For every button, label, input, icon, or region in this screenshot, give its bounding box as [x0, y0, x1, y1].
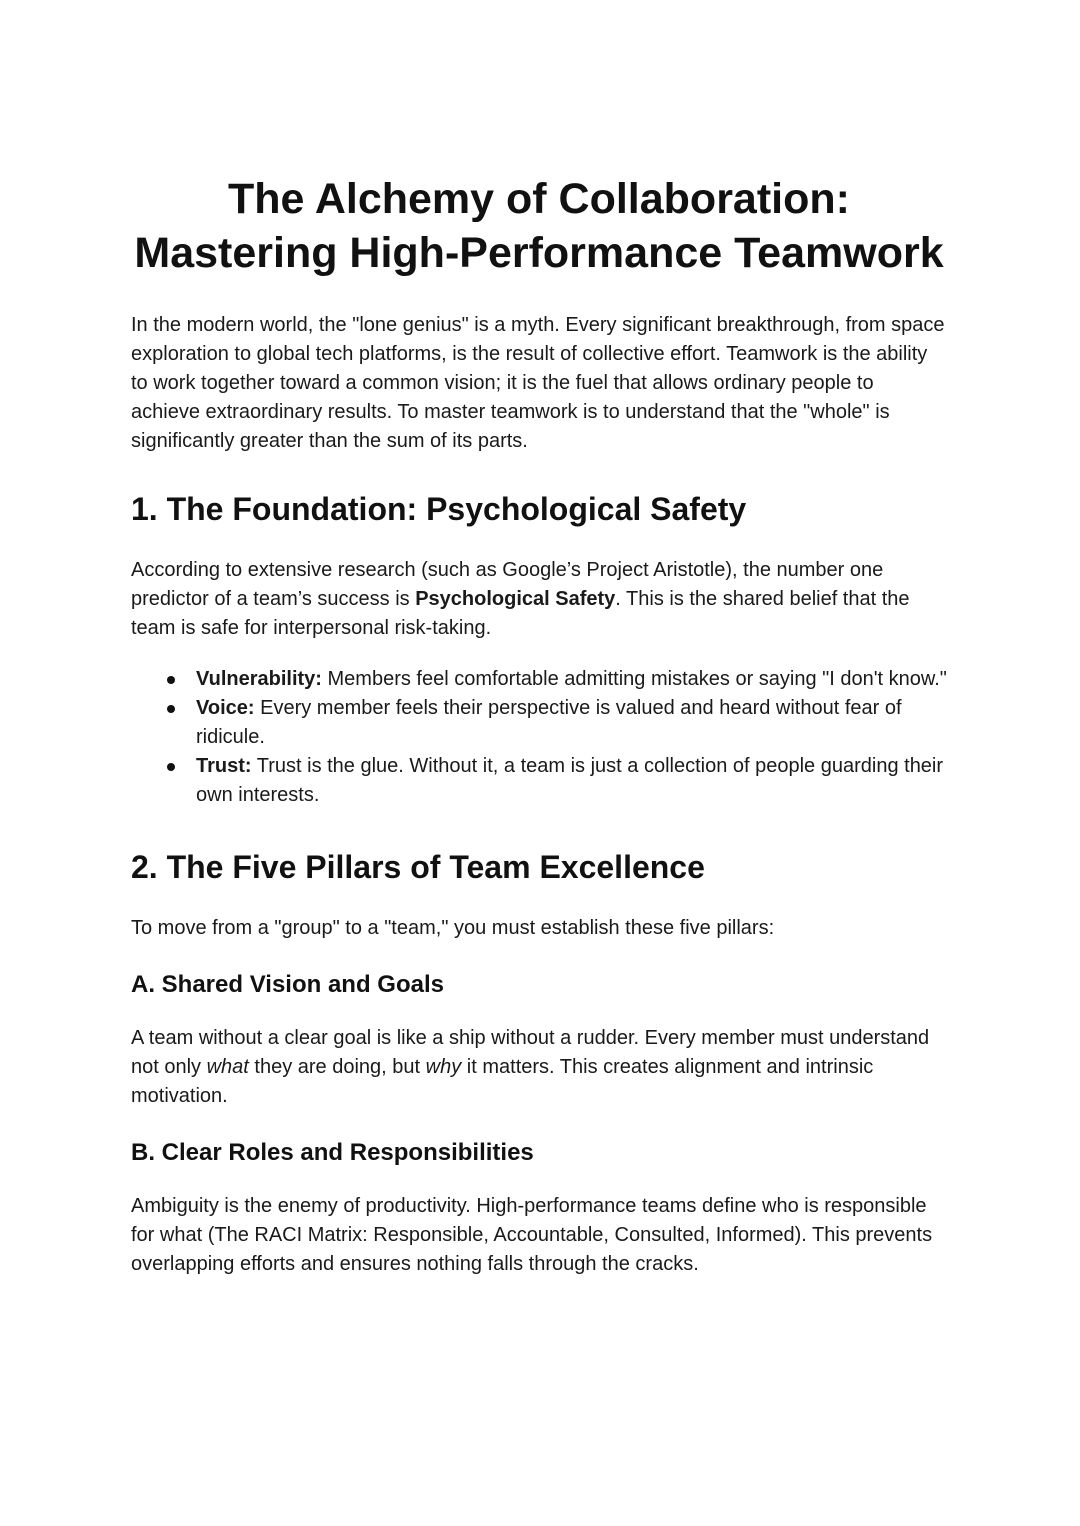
section-2-heading: 2. The Five Pillars of Team Excellence: [131, 849, 705, 885]
bullet-text: Members feel comfortable admitting mistakes or saying "I don't know.": [321, 668, 947, 690]
pillar-b-paragraph: Ambiguity is the enemy of productivity. High-performance teams define who is responsible for what (The RACI Matrix: Responsible, Accountable, Consulted, Informed). This prevents overlapping efforts and ensures nothing falls through the cracks.: [131, 1195, 933, 1275]
bullet-term: Vulnerability:: [196, 668, 322, 690]
document-title: The Alchemy of Collaboration: Mastering High-Performance Teamwork: [134, 175, 944, 277]
pillar-a-emphasis-what: what: [206, 1056, 249, 1078]
pillar-a-emphasis-why: why: [425, 1056, 462, 1078]
psychological-safety-term: Psychological Safety: [415, 588, 616, 610]
bullet-text: Every member feels their perspective is valued and heard without fear of ridicule.: [196, 697, 902, 748]
section-2-intro: To move from a "group" to a "team," you must establish these five pillars:: [131, 917, 775, 939]
bullet-icon: [167, 763, 175, 771]
pillar-a-text-3: it matters. This creates alignment and intrinsic motivation.: [131, 1056, 874, 1107]
bullet-term: Trust:: [196, 755, 252, 777]
pillar-a-paragraph: [131, 1024, 947, 1111]
safety-bullet-list: [131, 665, 947, 810]
intro-paragraph: In the modern world, the "lone genius" is a myth. Every significant breakthrough, from space exploration to global tech platforms, is the result of collective effort. Teamwork is the ability to work together toward a common vision; it is the fuel that allows ordinary people to achieve extraordinary results. To master teamwork is to understand that the "whole" is significantly greater than the sum of its parts.: [131, 314, 945, 452]
bullet-term: Voice:: [196, 697, 255, 719]
section-1-paragraph: [131, 556, 947, 643]
bullet-voice: [131, 694, 947, 752]
bullet-vulnerability: [131, 665, 947, 694]
section-1-text-start: According to extensive research (such as Google’s Project Aristotle), the number one predictor of a team’s success is: [131, 559, 884, 610]
pillar-b-heading: B. Clear Roles and Responsibilities: [131, 1139, 534, 1166]
bullet-icon: [167, 705, 175, 713]
pillar-a-text-1: A team without a clear goal is like a ship without a rudder. Every member must understand not only: [131, 1027, 930, 1078]
section-1-text-end: . This is the shared belief that the team is safe for interpersonal risk-taking.: [131, 588, 910, 639]
pillar-a-heading: A. Shared Vision and Goals: [131, 971, 444, 998]
bullet-icon: [167, 676, 175, 684]
bullet-text: Trust is the glue. Without it, a team is just a collection of people guarding their own interests.: [196, 755, 944, 806]
bullet-trust: [131, 752, 947, 810]
section-1-heading: 1. The Foundation: Psychological Safety: [131, 491, 747, 527]
pillar-a-text-2: they are doing, but: [248, 1056, 426, 1078]
document-page: [131, 172, 947, 1279]
